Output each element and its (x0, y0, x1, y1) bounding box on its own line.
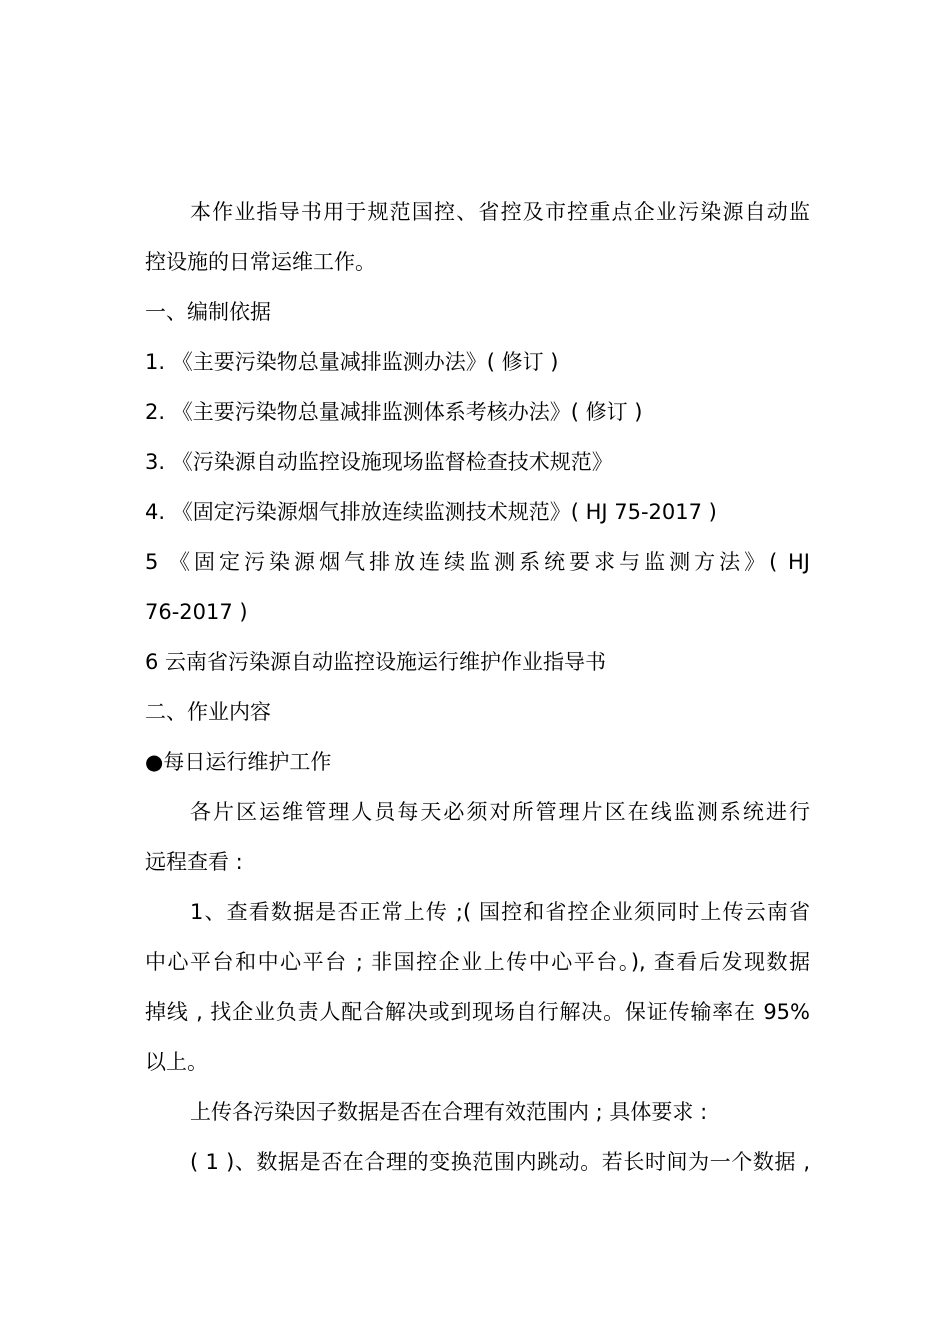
bullet-daily-maintenance: ●每日运行维护工作 (145, 750, 332, 774)
intro-line-2: 控设施的日常运维工作。 (145, 250, 376, 274)
basis-item-1: 1. 《主要污染物总量减排监测办法》( 修订 ) (145, 350, 559, 374)
basis-item-5: 5 《固定污染源烟气排放连续监测系统要求与监测方法》( HJ (145, 550, 810, 574)
para1-line-1: 各片区运维管理人员每天必须对所管理片区在线监测系统进行 (190, 800, 810, 824)
basis-item-6: 6 云南省污染源自动监控设施运行维护作业指导书 (145, 650, 607, 674)
para4: ( 1 )、数据是否在合理的变换范围内跳动。若长时间为一个数据 , (190, 1150, 810, 1174)
basis-item-5-continued: 76-2017 ) (145, 600, 248, 624)
para2-line-1: 1、查看数据是否正常上传 ;( 国控和省控企业须同时上传云南省 (190, 900, 810, 924)
para2-line-2: 中心平台和中心平台 ; 非国控企业上传中心平台。), 查看后发现数据 (145, 950, 810, 974)
section-heading-basis: 一、编制依据 (145, 300, 271, 324)
para2-line-3: 掉线 , 找企业负责人配合解决或到现场自行解决。保证传输率在 95% (145, 1000, 810, 1024)
intro-line-1: 本作业指导书用于规范国控、省控及市控重点企业污染源自动监 (190, 200, 810, 224)
basis-item-4: 4. 《固定污染源烟气排放连续监测技术规范》( HJ 75-2017 ) (145, 500, 717, 524)
basis-item-2: 2. 《主要污染物总量减排监测体系考核办法》( 修订 ) (145, 400, 643, 424)
para2-line-4: 以上。 (145, 1050, 208, 1074)
para3: 上传各污染因子数据是否在合理有效范围内 ; 具体要求 : (190, 1100, 708, 1124)
para1-line-2: 远程查看 : (145, 850, 243, 874)
section-heading-content: 二、作业内容 (145, 700, 271, 724)
basis-item-3: 3. 《污染源自动监控设施现场监督检查技术规范》 (145, 450, 613, 474)
